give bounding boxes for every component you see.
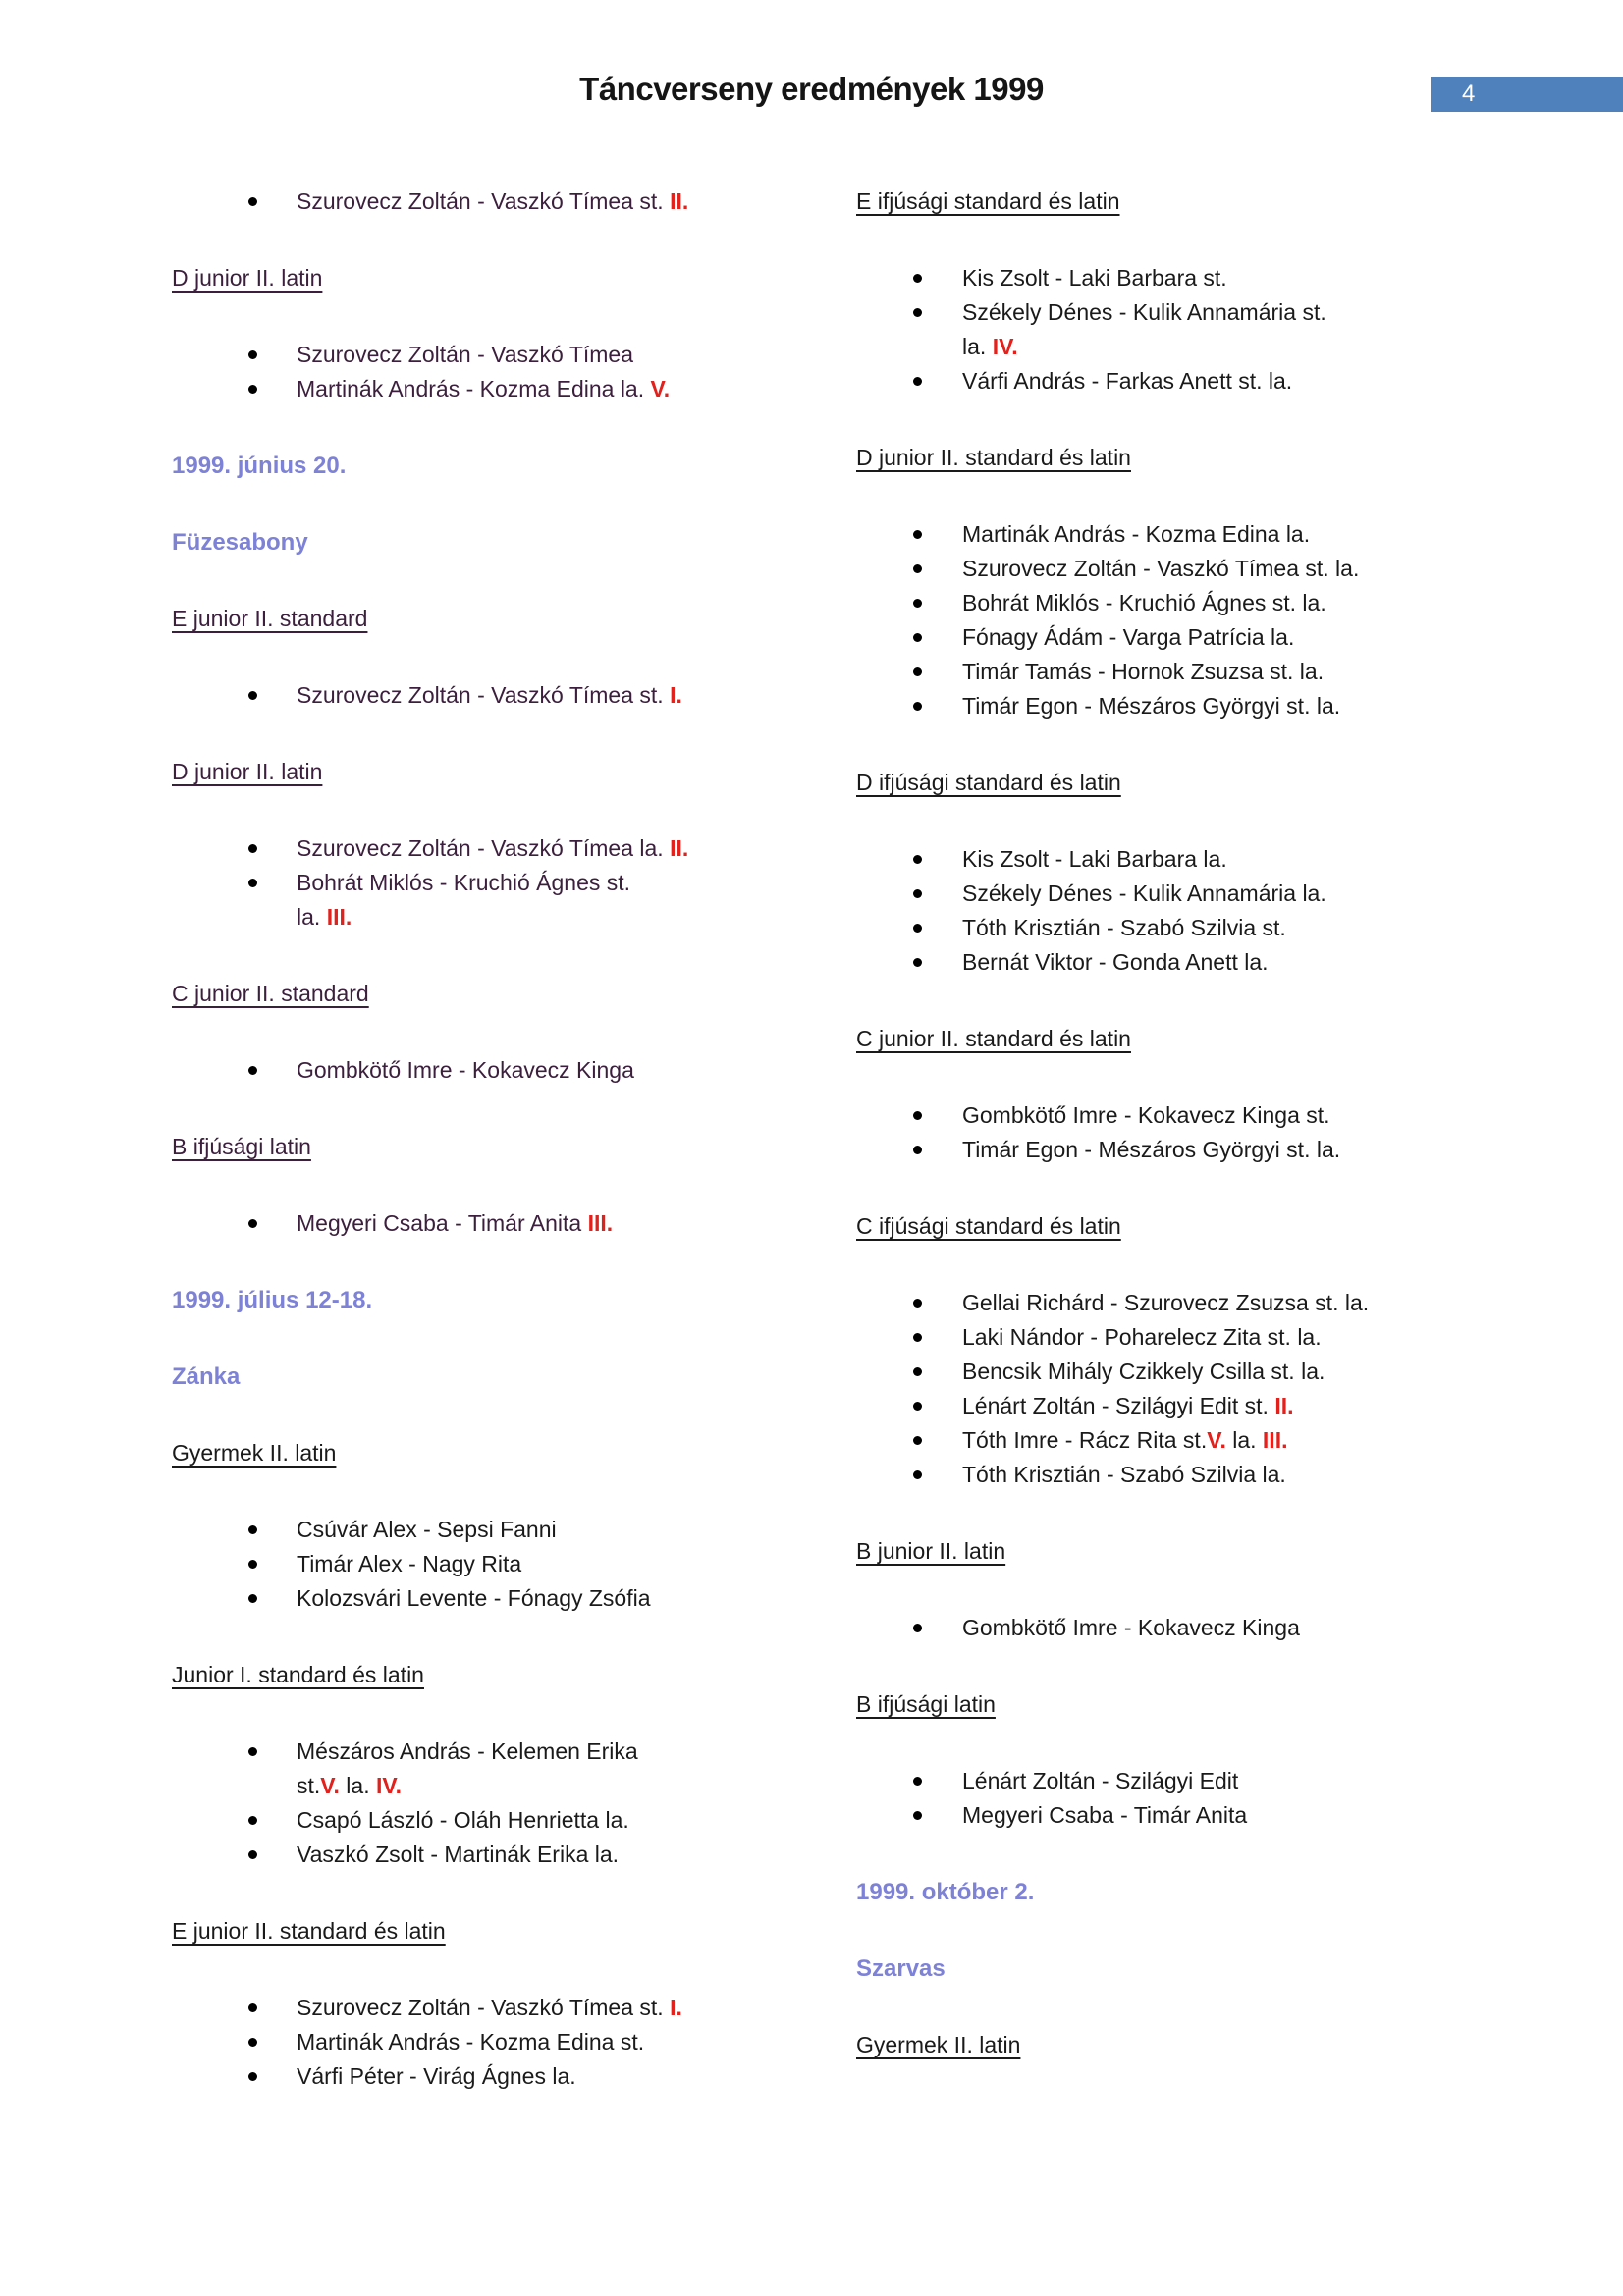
couple-names: Szurovecz Zoltán - Vaszkó Tímea st. xyxy=(297,1995,671,2020)
section-heading-text: Junior I. standard és latin xyxy=(172,1662,424,1687)
placement-result: II. xyxy=(1274,1393,1294,1418)
results-list xyxy=(172,185,820,219)
couple-names: Timár Alex - Nagy Rita xyxy=(297,1551,522,1576)
result-entry xyxy=(856,1423,1504,1458)
result-entry xyxy=(172,866,820,934)
section-heading-text: C junior II. standard xyxy=(172,981,369,1006)
placement-result: I. xyxy=(670,682,682,708)
result-entry xyxy=(856,1133,1504,1167)
result-entry xyxy=(856,1458,1504,1492)
result-entry xyxy=(172,338,820,372)
couple-names: Csapó László - Oláh Henrietta la. xyxy=(297,1807,629,1833)
section-heading-text: D junior II. standard és latin xyxy=(856,445,1131,470)
section-heading xyxy=(856,185,1504,219)
couple-names: Timár Egon - Mészáros Györgyi st. la. xyxy=(962,693,1341,719)
section-heading xyxy=(856,766,1504,800)
section-heading xyxy=(856,1209,1504,1244)
placement-result: IV. xyxy=(992,334,1018,359)
couple-names: Martinák András - Kozma Edina la. xyxy=(962,521,1311,547)
result-entry xyxy=(172,1547,820,1581)
result-entry xyxy=(172,2025,820,2059)
couple-names: Martinák András - Kozma Edina la. xyxy=(297,376,651,401)
placement-result: III. xyxy=(587,1210,614,1236)
result-entry xyxy=(172,2059,820,2094)
results-list xyxy=(172,831,820,934)
couple-names: Timár Tamás - Hornok Zsuzsa st. la. xyxy=(962,659,1325,684)
couple-names: Gombkötő Imre - Kokavecz Kinga xyxy=(962,1615,1300,1640)
right-column xyxy=(856,185,1504,2136)
section-heading-text: E ifjúsági standard és latin xyxy=(856,188,1120,214)
section-heading xyxy=(856,441,1504,475)
section-heading xyxy=(856,1022,1504,1056)
section-heading-text: B ifjúsági latin xyxy=(172,1134,311,1159)
couple-names: Szurovecz Zoltán - Vaszkó Tímea st. xyxy=(297,188,671,214)
placement-result: III. xyxy=(326,904,352,930)
result-entry xyxy=(856,911,1504,945)
couple-names: Megyeri Csaba - Timár Anita xyxy=(962,1802,1248,1828)
section-heading-text: B junior II. latin xyxy=(856,1538,1006,1564)
couple-names: Timár Egon - Mészáros Györgyi st. la. xyxy=(962,1137,1341,1162)
placement-result: V. xyxy=(650,376,671,401)
couple-names: Csúvár Alex - Sepsi Fanni xyxy=(297,1517,557,1542)
result-entry xyxy=(856,842,1504,877)
result-entry xyxy=(172,831,820,866)
section-heading xyxy=(172,1658,820,1692)
section-heading xyxy=(172,977,820,1011)
section-heading-text: B ifjúsági latin xyxy=(856,1691,996,1717)
result-entry xyxy=(172,185,820,219)
result-entry xyxy=(856,620,1504,655)
couple-names: Székely Dénes - Kulik Annamária la. xyxy=(962,881,1326,906)
couple-names: la. xyxy=(1225,1427,1263,1453)
results-list xyxy=(856,842,1504,980)
result-entry xyxy=(172,1803,820,1838)
page-number-badge xyxy=(1431,77,1623,112)
couple-names: Gombkötő Imre - Kokavecz Kinga st. xyxy=(962,1102,1330,1128)
event-date: 1999. július 12-18. xyxy=(172,1287,373,1313)
couple-names: Szurovecz Zoltán - Vaszkó Tímea xyxy=(297,342,634,367)
section-heading-text: Gyermek II. latin xyxy=(172,1440,337,1466)
couple-names: Kolozsvári Levente - Fónagy Zsófia xyxy=(297,1585,651,1611)
results-list xyxy=(856,1611,1504,1645)
couple-names: Bencsik Mihály Czikkely Csilla st. la. xyxy=(962,1359,1325,1384)
result-entry xyxy=(856,1320,1504,1355)
couple-names: Lénárt Zoltán - Szilágyi Edit xyxy=(962,1768,1239,1793)
couple-names: Kis Zsolt - Laki Barbara la. xyxy=(962,846,1227,872)
couple-names: Várfi Péter - Virág Ágnes la. xyxy=(297,2063,576,2089)
section-heading-text: D junior II. latin xyxy=(172,265,323,291)
results-list xyxy=(856,1286,1504,1492)
couple-names: la. xyxy=(962,334,993,359)
result-entry xyxy=(856,1355,1504,1389)
couple-names: Várfi András - Farkas Anett st. la. xyxy=(962,368,1293,394)
result-entry xyxy=(172,678,820,713)
event-city: Szarvas xyxy=(856,1955,946,1982)
left-column xyxy=(172,185,820,2136)
result-entry xyxy=(856,655,1504,689)
couple-names: Szurovecz Zoltán - Vaszkó Tímea la. xyxy=(297,835,671,861)
section-heading xyxy=(172,602,820,636)
result-entry xyxy=(856,364,1504,399)
couple-names: Laki Nándor - Poharelecz Zita st. la. xyxy=(962,1324,1322,1350)
couple-names: Székely Dénes - Kulik Annamária st. xyxy=(962,299,1326,325)
section-heading xyxy=(172,1130,820,1164)
couple-names: Bohrát Miklós - Kruchió Ágnes st. xyxy=(297,870,631,895)
couple-names: st. xyxy=(297,1773,321,1798)
results-list xyxy=(856,261,1504,399)
section-heading-text: E junior II. standard xyxy=(172,606,368,631)
results-list xyxy=(172,1991,820,2094)
section-heading-text: C ifjúsági standard és latin xyxy=(856,1213,1121,1239)
result-entry xyxy=(856,1389,1504,1423)
placement-result: V. xyxy=(320,1773,340,1798)
result-entry xyxy=(856,945,1504,980)
couple-names: Fónagy Ádám - Varga Patrícia la. xyxy=(962,624,1295,650)
event-date: 1999. június 20. xyxy=(172,453,347,479)
section-heading xyxy=(172,261,820,295)
couple-names: Tóth Imre - Rácz Rita st. xyxy=(962,1427,1208,1453)
placement-result: V. xyxy=(1207,1427,1226,1453)
result-entry xyxy=(856,552,1504,586)
section-heading xyxy=(856,2028,1504,2062)
result-entry xyxy=(856,1798,1504,1833)
couple-names: Lénárt Zoltán - Szilágyi Edit st. xyxy=(962,1393,1275,1418)
section-heading xyxy=(856,1534,1504,1569)
page-title: Táncverseny eredmények 1999 xyxy=(579,71,1044,107)
placement-result: II. xyxy=(670,835,689,861)
section-heading-text: E junior II. standard és latin xyxy=(172,1918,446,1944)
results-list xyxy=(856,1098,1504,1167)
result-entry xyxy=(856,586,1504,620)
results-list xyxy=(856,517,1504,723)
event-date: 1999. október 2. xyxy=(856,1879,1035,1905)
couple-names: Gombkötő Imre - Kokavecz Kinga xyxy=(297,1057,634,1083)
content-columns xyxy=(172,185,1507,2136)
result-entry xyxy=(856,1286,1504,1320)
section-heading xyxy=(172,1436,820,1470)
result-entry xyxy=(856,1098,1504,1133)
couple-names: Tóth Krisztián - Szabó Szilvia st. xyxy=(962,915,1286,940)
couple-names: Gellai Richárd - Szurovecz Zsuzsa st. la. xyxy=(962,1290,1370,1315)
placement-result: II. xyxy=(670,188,689,214)
section-heading xyxy=(172,1914,820,1949)
event-city: Zánka xyxy=(172,1363,241,1390)
result-entry xyxy=(856,1611,1504,1645)
couple-names: Bernát Viktor - Gonda Anett la. xyxy=(962,949,1269,975)
couple-names: Szurovecz Zoltán - Vaszkó Tímea st. la. xyxy=(962,556,1360,581)
results-list xyxy=(856,1764,1504,1833)
couple-names: Szurovecz Zoltán - Vaszkó Tímea st. xyxy=(297,682,671,708)
couple-names: la. xyxy=(339,1773,376,1798)
results-list xyxy=(172,1735,820,1872)
result-entry xyxy=(856,689,1504,723)
couple-names: Vaszkó Zsolt - Martinák Erika la. xyxy=(297,1842,620,1867)
result-entry xyxy=(172,1206,820,1241)
result-entry xyxy=(856,295,1504,364)
couple-names: la. xyxy=(297,904,327,930)
couple-names: Martinák András - Kozma Edina st. xyxy=(297,2029,645,2055)
results-list xyxy=(172,338,820,406)
placement-result: IV. xyxy=(375,1773,402,1798)
result-entry xyxy=(172,1053,820,1088)
section-heading-text: D junior II. latin xyxy=(172,759,323,784)
section-heading-text: D ifjúsági standard és latin xyxy=(856,770,1121,795)
result-entry xyxy=(856,517,1504,552)
couple-names: Kis Zsolt - Laki Barbara st. xyxy=(962,265,1227,291)
result-entry xyxy=(172,1735,820,1803)
result-entry xyxy=(172,1991,820,2025)
couple-names: Bohrát Miklós - Kruchió Ágnes st. la. xyxy=(962,590,1326,615)
section-heading-text: C junior II. standard és latin xyxy=(856,1026,1131,1051)
result-entry xyxy=(856,261,1504,295)
result-entry xyxy=(856,1764,1504,1798)
couple-names: Mészáros András - Kelemen Erika xyxy=(297,1738,638,1764)
section-heading xyxy=(172,755,820,789)
result-entry xyxy=(172,1513,820,1547)
results-list xyxy=(172,678,820,713)
result-entry xyxy=(172,372,820,406)
results-list xyxy=(172,1053,820,1088)
couple-names: Tóth Krisztián - Szabó Szilvia la. xyxy=(962,1462,1286,1487)
page-number: 4 xyxy=(1462,80,1476,107)
results-list xyxy=(172,1206,820,1241)
placement-result: III. xyxy=(1262,1427,1288,1453)
couple-names: Megyeri Csaba - Timár Anita xyxy=(297,1210,588,1236)
placement-result: I. xyxy=(670,1995,682,2020)
results-list xyxy=(172,1513,820,1616)
section-heading-text: Gyermek II. latin xyxy=(856,2032,1021,2057)
result-entry xyxy=(172,1838,820,1872)
event-city: Füzesabony xyxy=(172,529,308,556)
section-heading xyxy=(856,1687,1504,1722)
result-entry xyxy=(856,877,1504,911)
result-entry xyxy=(172,1581,820,1616)
